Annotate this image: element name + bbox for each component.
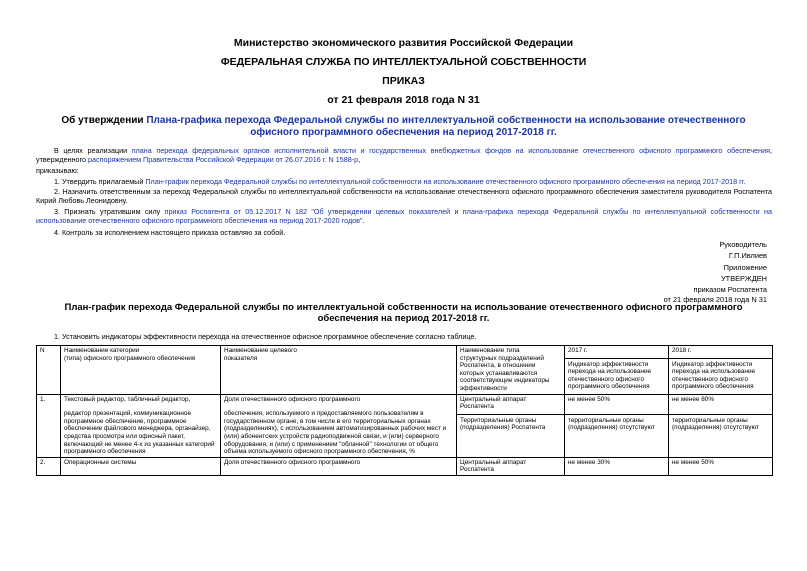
intro-link-plan[interactable]: плана перехода федеральных органов исполнительной власти и государственных внебюджетных фондов на использование отечественного офисного программного обеспечения xyxy=(131,146,770,155)
intro-text-2: , утвержденного xyxy=(36,146,772,164)
table-header-row xyxy=(37,346,773,395)
appendix-approved: УТВЕРЖДЕН xyxy=(720,274,767,283)
row2-number: 2. xyxy=(37,457,61,475)
order-word: приказываю: xyxy=(36,166,79,175)
signature-position: Руководитель xyxy=(719,240,767,249)
header-category-line1: Наименование категории xyxy=(64,347,140,354)
header-2018-year: 2018 г. xyxy=(672,347,692,354)
row1-unit-type xyxy=(457,394,565,457)
table-row xyxy=(37,457,773,475)
table-row xyxy=(37,394,773,457)
plan-item-1: 1. Установить индикаторы эффективности перехода на отечественное офисное программное обеспечение согласно таблице. xyxy=(54,332,477,341)
row1-2017 xyxy=(565,394,669,457)
row1-number: 1. xyxy=(37,394,61,457)
order-item-1-link[interactable]: План-график перехода Федеральной службы по интеллектуальной собственности на использование отечественного офисного программного обеспечения на период 2017-2018 гг. xyxy=(145,177,746,186)
order-title-link[interactable]: Плана-графика перехода Федеральной службы по интеллектуальной собственности на использование отечественного офисного программного обеспечения на период 2017-2018 гг. xyxy=(146,115,746,138)
row1-2018-territorial: территориальные органы (подразделения) отсутствуют xyxy=(669,414,772,432)
appendix-date: от 21 февраля 2018 года N 31 xyxy=(663,295,767,304)
header-cell-number: N xyxy=(37,346,61,395)
doc-type-heading: ПРИКАЗ xyxy=(382,75,425,87)
row2-unit-type: Центральный аппарат Роспатента xyxy=(457,457,565,475)
header-indicator-line1: Наименование целевого xyxy=(224,347,297,354)
intro-text-1: В целях реализации xyxy=(54,146,132,155)
row1-indicator xyxy=(221,394,457,457)
header-2018-indicator: Индикатор эффективности перехода на использование отечественного офисного программного обеспечения xyxy=(669,358,772,391)
header-type-line2: структурных подразделений Роспатента, в отношении которых устанавливаются соответствующие индикаторы эффективности xyxy=(460,354,550,392)
row1-indicator-line1: Доля отечественного офисного программного xyxy=(224,395,361,403)
indicators-table xyxy=(36,345,773,476)
row1-2018 xyxy=(669,394,773,457)
order-title xyxy=(60,115,747,139)
intro-link-decree[interactable]: распоряжением Правительства Российской Федерации от 26.07.2016 г. N 1588-р xyxy=(88,155,359,164)
order-item-3-prefix: 3. Признать утратившим силу xyxy=(54,207,165,216)
intro-paragraph xyxy=(36,146,772,164)
row1-indicator-line2: обеспечения, используемого и предоставляемого пользователям в государственном органе, в том числе в его территориальных органах (подразделениях), с использованием автоматизированных рабочих мест и (или) абонентских устройств радиоподвижной связи, и (или) серверного оборудования, и (или) с применением "облачной" технологии от общего объема используемого офисного программного обеспечения, % xyxy=(224,410,447,456)
order-item-2: 2. Назначить ответственным за переход Федеральной службы по интеллектуальной собственности на использование отечественного офисного программного обеспечения заместителя руководителя Роспатента Кирий Любовь Леонидовну. xyxy=(36,187,772,205)
ministry-heading: Министерство экономического развития Российской Федерации xyxy=(233,37,574,49)
row1-2018-central: не менее 80% xyxy=(672,395,715,403)
appendix-label: Приложение xyxy=(723,263,767,272)
row1-2017-territorial: территориальные органы (подразделения) отсутствуют xyxy=(565,414,668,432)
header-cell-2018 xyxy=(669,346,773,395)
order-title-prefix: Об утверждении xyxy=(61,115,147,126)
row1-type-territorial: Территориальные органы (подразделения) Роспатента xyxy=(457,414,564,432)
row1-type-central: Центральный аппарат Роспатента xyxy=(460,395,527,411)
plan-title: План-график перехода Федеральной службы по интеллектуальной собственности на использование отечественного офисного программного обеспечения на период 2017-2018 гг. xyxy=(64,302,743,324)
order-item-3-link[interactable]: приказ Роспатента от 05.12.2017 N 182 "Об утверждении целевых показателей и плана-графика перехода Федеральной службы по интеллектуальной собственности на использование отечественного офисного программного обеспечения на период 2017-2020 годов" xyxy=(36,207,772,225)
header-cell-indicator xyxy=(221,346,457,395)
row2-category: Операционные системы xyxy=(61,457,221,475)
order-item-3-suffix: . xyxy=(362,216,365,225)
header-cell-2017 xyxy=(565,346,669,395)
header-2017-year: 2017 г. xyxy=(568,347,588,354)
header-category-line2: (типа) офисного программного обеспечения xyxy=(64,354,196,362)
row1-category-line1: Текстовый редактор, табличный редактор, xyxy=(64,395,191,403)
date-number-heading: от 21 февраля 2018 года N 31 xyxy=(327,94,480,106)
appendix-by-order: приказом Роспатента xyxy=(693,285,767,294)
order-item-4: 4. Контроль за исполнением настоящего приказа оставляю за собой. xyxy=(54,228,286,237)
header-indicator-line2: показателя xyxy=(224,354,258,362)
row2-indicator: Доля отечественного офисного программного xyxy=(221,457,457,475)
header-type-line1: Наименование типа xyxy=(460,347,520,354)
order-item-1 xyxy=(54,177,772,186)
order-item-3 xyxy=(36,207,772,225)
signature-name: Г.П.Ивлиев xyxy=(728,251,767,260)
intro-text-3: , xyxy=(358,155,361,164)
row1-category xyxy=(61,394,221,457)
service-heading: ФЕДЕРАЛЬНАЯ СЛУЖБА ПО ИНТЕЛЛЕКТУАЛЬНОЙ СОБСТВЕННОСТИ xyxy=(220,56,587,68)
order-item-1-prefix: 1. Утвердить прилагаемый xyxy=(54,177,146,186)
row2-2018: не менее 50% xyxy=(669,457,773,475)
row1-2017-central: не менее 50% xyxy=(568,395,611,403)
header-cell-unit-type xyxy=(457,346,565,395)
row2-2017: не менее 30% xyxy=(565,457,669,475)
row1-category-line2: редактор презентаций, коммуникационное программное обеспечение, программное обеспечение файлового менеджера, органайзер, средства просмотра или офисный пакет, включающий не менее 4-х из указанных категорий программного обеспечения xyxy=(64,410,215,456)
header-cell-category xyxy=(61,346,221,395)
header-2017-indicator: Индикатор эффективности перехода на использование отечественного офисного программного обеспечения xyxy=(565,358,668,391)
